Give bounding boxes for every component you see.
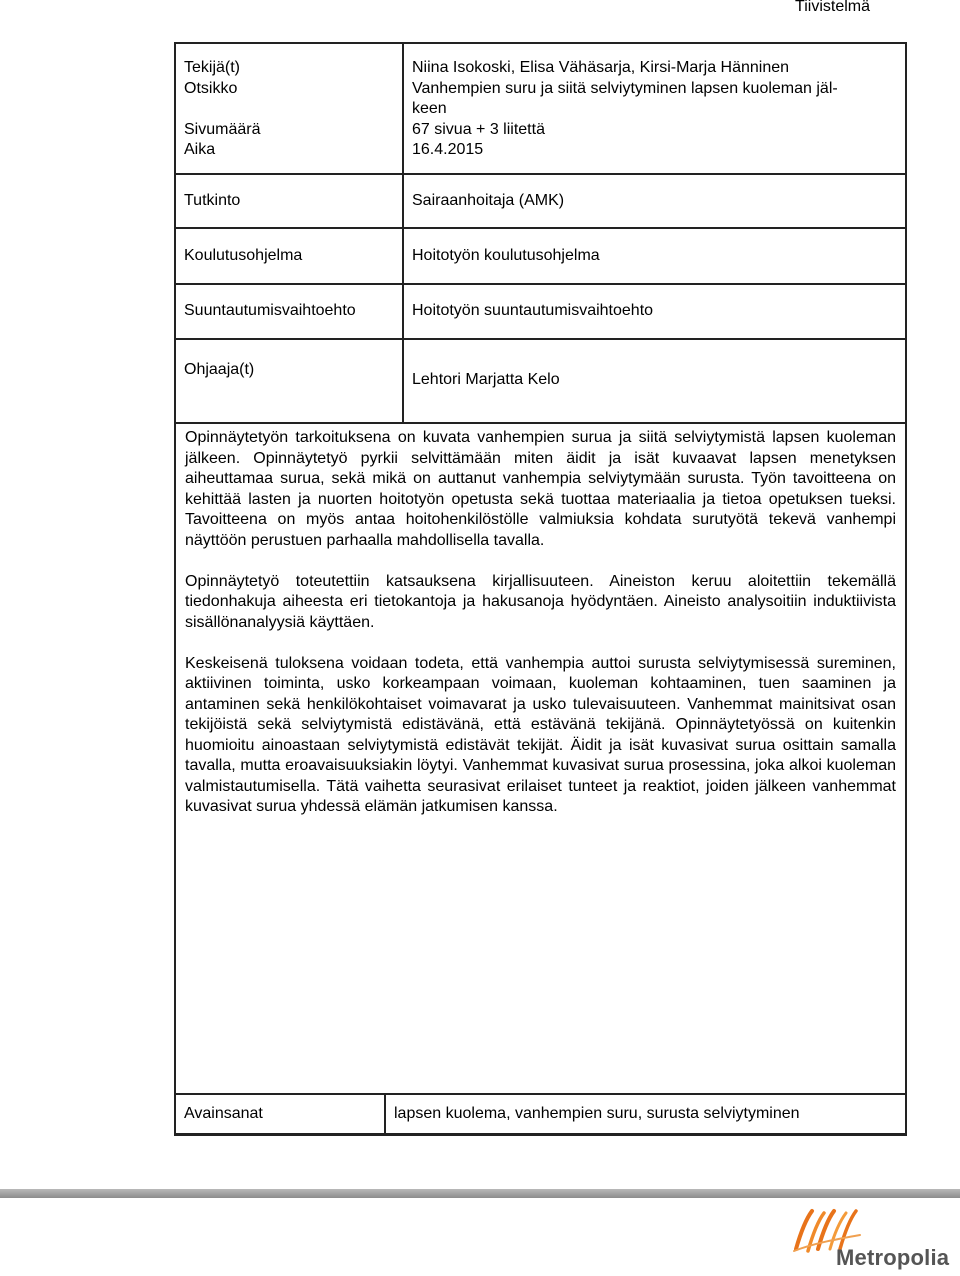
programme-label: Koulutusohjelma: [175, 228, 403, 284]
abstract-paragraph-3: Keskeisenä tuloksena voidaan todeta, että vanhempia auttoi surusta selviytymisessä sureminen, aktiivinen toiminta, usko korkeampaan voimaan, kuoleman kohtaaminen, tuen saaminen ja antaminen sekä henkilökohtaiset voimavarat ja usko tulevaisuuteen. Vanhemmat mainitsivat osan tekijöistä sekä selviytymistä edistävänä, että estävänä tekijänä. Opinnäytetyössä on kuitenkin huomioitu ainoastaan selviytymistä edistävät tekijät. Äidit ja isät kuvasivat surua osittain samalla tavalla, mutta eroavaisuuksiakin löytyi. Vanhemmat kuvasivat surua prosessina, joka alkoi kuoleman valmistautumisella. Tätä vaihetta seurasivat erilaiset tunteet ja reaktiot, joiden jälkeen vanhemmat kuvasivat surua yhdessä elämän jatkumisen kanssa.: [185, 654, 896, 815]
keywords-label: Avainsanat: [175, 1094, 385, 1134]
info-labels-cell: [175, 43, 403, 174]
thesis-info-table: [174, 42, 907, 1136]
author-value: Niina Isokoski, Elisa Vähäsarja, Kirsi-Marja Hänninen: [412, 59, 790, 76]
title-label: Otsikko: [184, 79, 238, 97]
pages-value: 67 sivua + 3 liitettä: [412, 120, 545, 138]
abstract-cell: [175, 423, 906, 1135]
title-value-line1: Vanhempien suru ja siitä selviytyminen lapsen kuoleman jäl-: [412, 79, 838, 97]
specialisation-label: Suuntautumisvaihtoehto: [175, 284, 403, 339]
info-values-cell: [403, 43, 906, 174]
document-section-title: Tiivistelmä: [795, 0, 870, 15]
title-value-line2: keen: [412, 100, 447, 117]
degree-value: Sairaanhoitaja (AMK): [403, 174, 906, 228]
abstract-paragraph-2: Opinnäytetyö toteutettiin katsauksena kirjallisuuteen. Aineiston keruu aloitettiin tekemällä tiedonhakuja aiheesta eri tietokantoja ja hakusanoja hyödyntäen. Aineisto analysoitiin induktiivista sisällönanalyysiä käyttäen.: [185, 572, 896, 631]
author-label: Tekijä(t): [184, 59, 241, 76]
footer-bar: [0, 1189, 960, 1198]
date-label: Aika: [184, 141, 216, 158]
title-label-spacer: [184, 99, 394, 120]
degree-label: Tutkinto: [175, 174, 403, 228]
pages-label: Sivumäärä: [184, 120, 261, 138]
specialisation-value: Hoitotyön suuntautumisvaihtoehto: [403, 284, 906, 339]
supervisor-label: Ohjaaja(t): [175, 339, 403, 423]
keywords-value: lapsen kuolema, vanhempien suru, surusta selviytyminen: [385, 1094, 906, 1134]
metropolia-logo-text: Metropolia: [836, 1245, 950, 1270]
supervisor-value: Lehtori Marjatta Kelo: [403, 339, 906, 423]
keywords-table: [174, 1093, 907, 1135]
abstract-paragraph-1: Opinnäytetyön tarkoituksena on kuvata vanhempien surua ja siitä selviytymistä lapsen kuoleman jälkeen. Opinnäytetyö pyrkii selvittämään miten äidit ja isät kuvaavat lapsen menetyksen aiheuttamaa surua, sekä mikä on auttanut vanhempia selviytymään surusta. Työn tavoitteena on kehittää lasten ja nuorten hoitotyön opetusta sekä tuottaa materiaalia ja tietoa opetuksen tueksi. Tavoitteena on myös antaa hoitohenkilöstölle valmiuksia kohdata surutyötä tekevä vanhempi näyttöön perustuen parhaalla mahdollisella tavalla.: [185, 429, 896, 549]
programme-value: Hoitotyön koulutusohjelma: [403, 228, 906, 284]
date-value: 16.4.2015: [412, 141, 484, 158]
